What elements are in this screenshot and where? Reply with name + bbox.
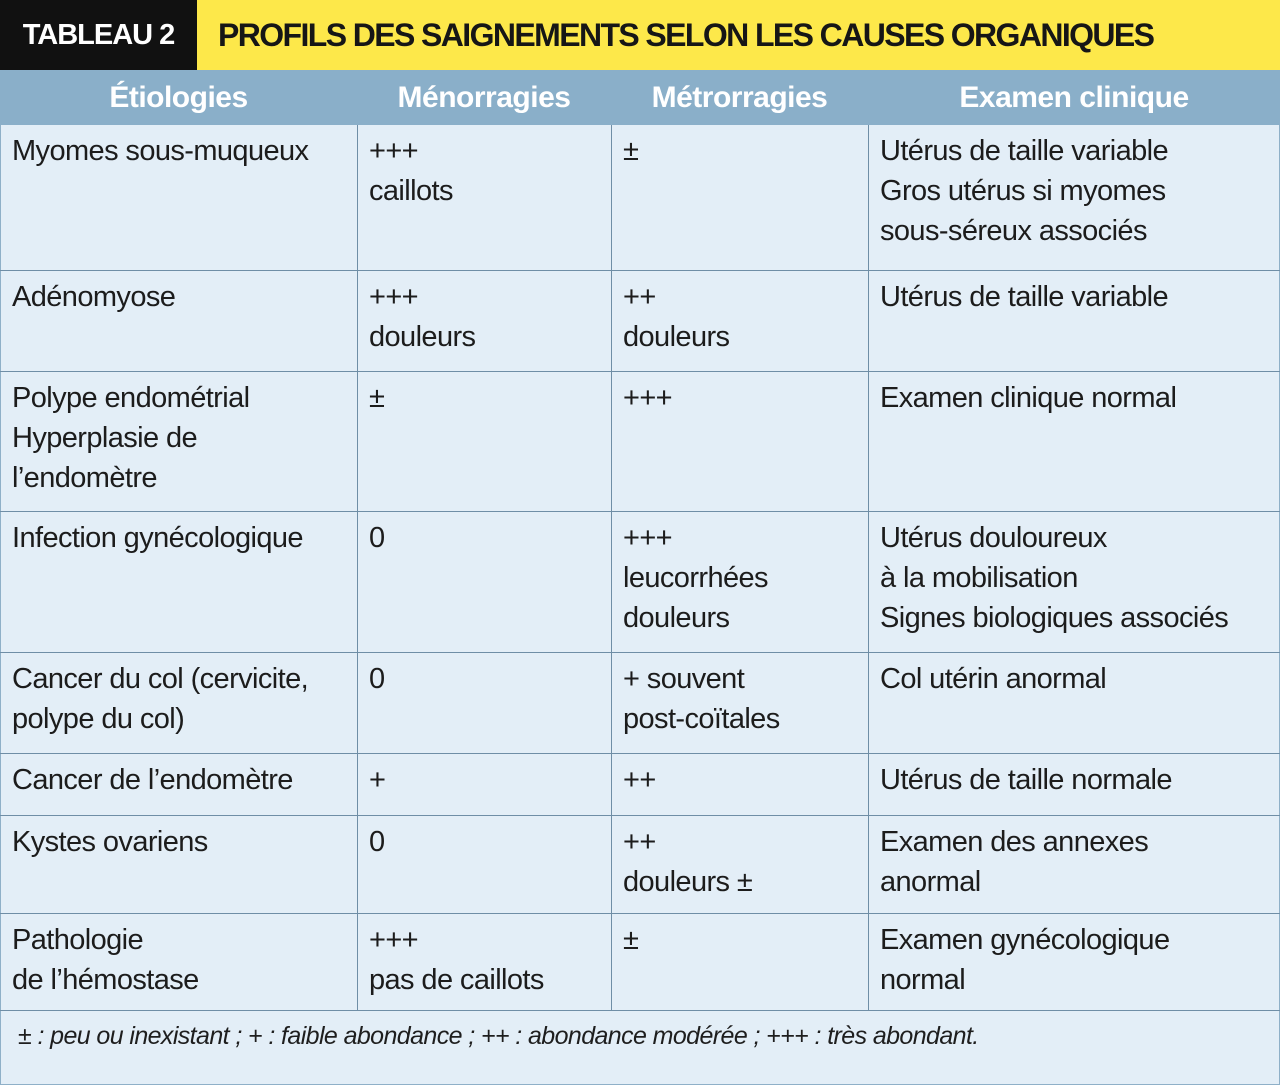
cell-menorragies: +++ pas de caillots: [369, 924, 544, 996]
header-examen-clinique: Examen clinique: [959, 80, 1189, 114]
cell-examen: Examen gynécologique normal: [880, 924, 1170, 996]
footnote-legend: ± : peu ou inexistant ; + : faible abondance ; ++ : abondance modérée ; +++ : très abondant.: [18, 1022, 979, 1050]
table-row: [0, 754, 1280, 816]
table-number-tag: TABLEAU 2: [0, 0, 197, 70]
table-row: [0, 372, 1280, 512]
cell-metrorragies: + souvent post-coïtales: [623, 663, 780, 735]
cell-metrorragies: +++ leucorrhées douleurs: [623, 522, 768, 634]
table-title: PROFILS DES SAIGNEMENTS SELON LES CAUSES ORGANIQUES: [218, 16, 1154, 53]
cell-examen: Utérus de taille variable: [880, 281, 1169, 313]
cell-metrorragies: +++: [623, 382, 673, 414]
cell-examen: Utérus douloureux à la mobilisation Signes biologiques associés: [880, 522, 1229, 634]
table-row: [0, 816, 1280, 914]
cell-etiologie: Adénomyose: [12, 281, 176, 313]
cell-menorragies: ±: [369, 382, 385, 414]
cell-menorragies: 0: [369, 522, 385, 554]
header-menorragies: Ménorragies: [397, 80, 571, 114]
title-bar: [0, 0, 1280, 70]
cell-menorragies: +++ caillots: [369, 135, 453, 207]
cell-menorragies: 0: [369, 826, 385, 858]
table-row: [0, 914, 1280, 1011]
cell-menorragies: +: [369, 764, 386, 796]
cell-examen: Utérus de taille normale: [880, 764, 1172, 796]
column-divider: [611, 125, 612, 1011]
table-row: [0, 653, 1280, 754]
cell-menorragies: 0: [369, 663, 385, 695]
cell-metrorragies: ±: [623, 924, 639, 956]
header-metrorragies: Métrorragies: [651, 80, 828, 114]
table-row: [0, 271, 1280, 372]
cell-menorragies: +++ douleurs: [369, 281, 476, 353]
header-etiologies: Étiologies: [109, 80, 248, 114]
cell-etiologie: Myomes sous-muqueux: [12, 135, 309, 167]
table-header-row: [0, 70, 1280, 125]
cell-metrorragies: ++ douleurs ±: [623, 826, 753, 898]
cell-examen: Col utérin anormal: [880, 663, 1107, 695]
cell-etiologie: Pathologie de l’hémostase: [12, 924, 199, 996]
cell-metrorragies: ±: [623, 135, 639, 167]
cell-etiologie: Kystes ovariens: [12, 826, 208, 858]
cell-metrorragies: ++: [623, 764, 656, 796]
column-divider: [357, 125, 358, 1011]
column-divider: [868, 125, 869, 1011]
table-row: [0, 125, 1280, 271]
cell-metrorragies: ++ douleurs: [623, 281, 730, 353]
cell-examen: Examen des annexes anormal: [880, 826, 1149, 898]
cell-etiologie: Cancer de l’endomètre: [12, 764, 293, 796]
cell-examen: Utérus de taille variable Gros utérus si myomes sous-séreux associés: [880, 135, 1169, 247]
cell-examen: Examen clinique normal: [880, 382, 1177, 414]
cell-etiologie: Infection gynécologique: [12, 522, 303, 554]
cell-etiologie: Cancer du col (cervicite, polype du col): [12, 663, 309, 735]
table-row: [0, 512, 1280, 653]
cell-etiologie: Polype endométrial Hyperplasie de l’endomètre: [12, 382, 250, 494]
